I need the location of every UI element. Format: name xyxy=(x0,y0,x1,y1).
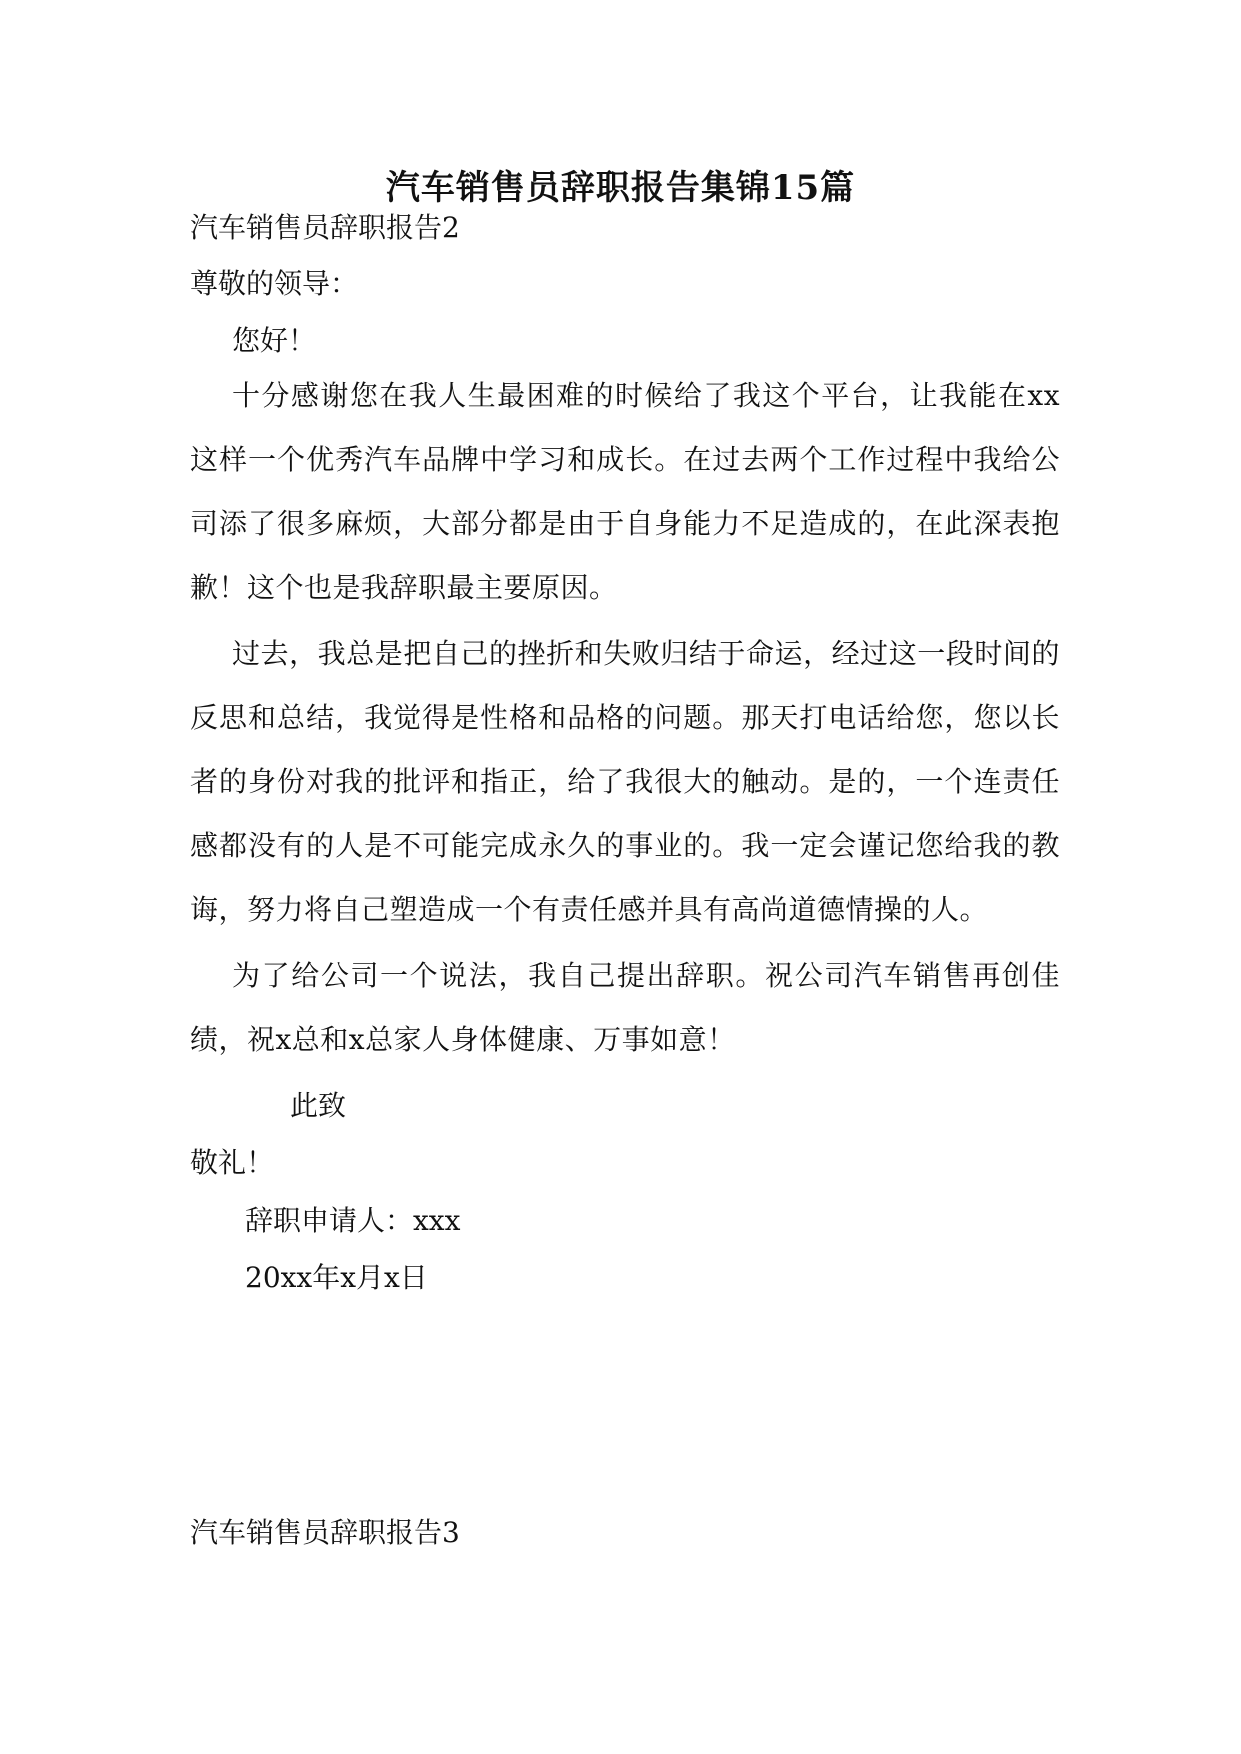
salutation: 尊敬的领导： xyxy=(190,267,359,300)
closing-line: 此致 xyxy=(290,1089,347,1122)
paragraph: 过去，我总是把自己的挫折和失败归结于命运，经过这一段时间的反思和总结，我觉得是性格和品格的问题。那天打电话给您，您以长者的身份对我的批评和指正，给了我很大的触动。是的，一个连责任感都没有的人是不可能完成永久的事业的。我一定会谨记您给我的教诲，努力将自己塑造成一个有责任感并具有高尚道德情操的人。 xyxy=(190,637,1060,926)
paragraph: 十分感谢您在我人生最困难的时候给了我这个平台，让我能在xx这样一个优秀汽车品牌中学习和成长。在过去两个工作过程中我给公司添了很多麻烦，大部分都是由于自身能力不足造成的，在此深表抱歉！这个也是我辞职最主要原因。 xyxy=(190,379,1060,604)
greeting: 您好！ xyxy=(232,324,317,357)
signature: 辞职申请人：xxx xyxy=(245,1204,461,1237)
section-heading: 汽车销售员辞职报告2 xyxy=(190,211,460,244)
document-title: 汽车销售员辞职报告集锦15篇 xyxy=(385,168,856,208)
section-heading: 汽车销售员辞职报告3 xyxy=(190,1516,460,1549)
date: 20xx年x月x日 xyxy=(245,1261,428,1294)
closing-line: 敬礼！ xyxy=(190,1146,275,1179)
paragraph: 为了给公司一个说法，我自己提出辞职。祝公司汽车销售再创佳绩，祝x总和x总家人身体健康、万事如意！ xyxy=(190,959,1060,1056)
